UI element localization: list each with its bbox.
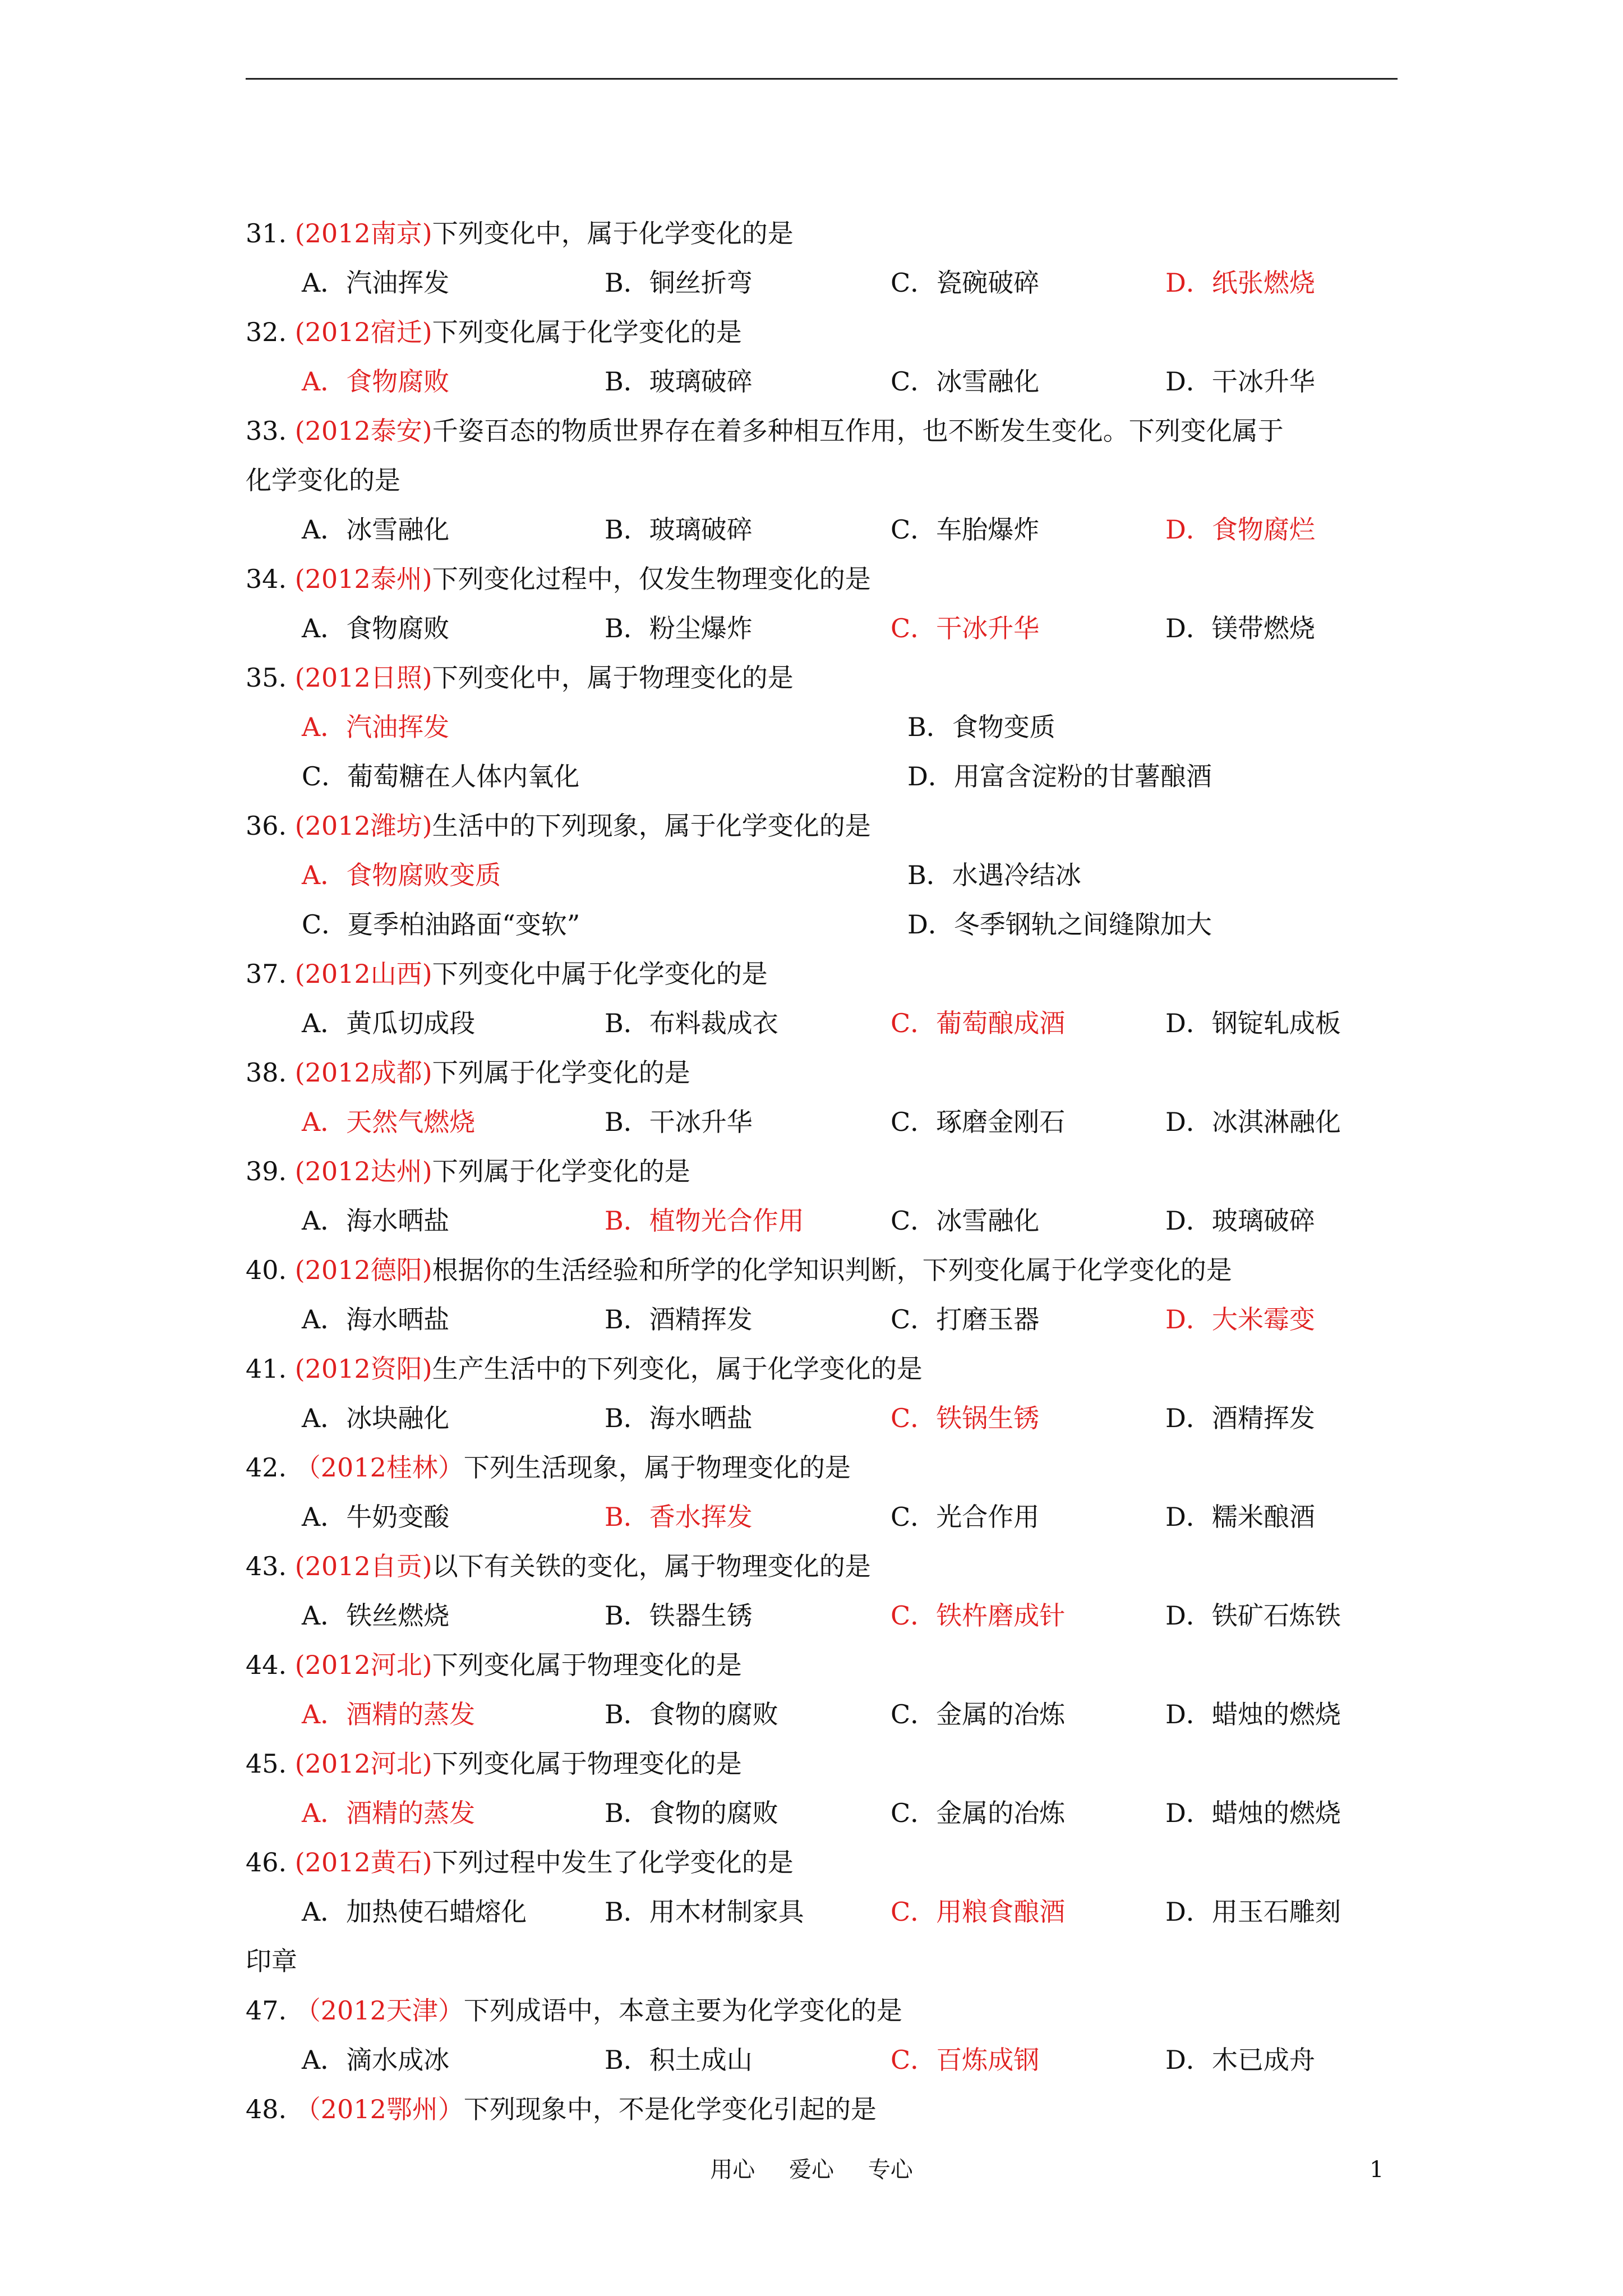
question-stem bbox=[246, 1739, 1412, 1788]
question-source: (2012德阳) bbox=[294, 1255, 432, 1285]
question-stem bbox=[246, 1245, 1412, 1295]
question-stem bbox=[246, 1986, 1412, 2035]
option: D．镁带燃烧 bbox=[1165, 613, 1315, 643]
question-number: 31. bbox=[246, 218, 287, 249]
option: B．食物的腐败 bbox=[605, 1699, 778, 1729]
option: A．汽油挥发 bbox=[302, 268, 450, 298]
answer-option: A．酒精的蒸发 bbox=[302, 1798, 476, 1828]
option-row bbox=[246, 752, 1412, 801]
option-row bbox=[246, 505, 1412, 554]
option: D．蜡烛的燃烧 bbox=[1165, 1798, 1341, 1828]
option-row bbox=[246, 1097, 1412, 1147]
question-source: (2012潍坊) bbox=[294, 811, 432, 841]
question-text: 下列过程中发生了化学变化的是 bbox=[432, 1847, 794, 1878]
question-source: (2012宿迁) bbox=[294, 317, 432, 347]
option-row bbox=[246, 1591, 1412, 1640]
option: B．海水晒盐 bbox=[605, 1403, 753, 1433]
question-stem bbox=[246, 1048, 1412, 1097]
option-row bbox=[246, 604, 1412, 653]
question-number: 35. bbox=[246, 662, 287, 693]
question-stem bbox=[246, 209, 1412, 258]
question-stem bbox=[246, 406, 1412, 455]
footer-word: 专心 bbox=[868, 2157, 913, 2183]
answer-option: C．用粮食酿酒 bbox=[891, 1897, 1066, 1927]
question-text: 千姿百态的物质世界存在着多种相互作用，也不断发生变化。下列变化属于 bbox=[432, 416, 1284, 446]
option-row bbox=[246, 900, 1412, 949]
option-row bbox=[246, 1788, 1412, 1838]
question-text: 下列生活现象，属于物理变化的是 bbox=[463, 1452, 851, 1483]
option-row bbox=[246, 850, 1412, 900]
option-row bbox=[246, 1887, 1412, 1936]
option: D．木已成舟 bbox=[1165, 2045, 1315, 2075]
question-number: 33. bbox=[246, 416, 287, 446]
question-source: （2012桂林） bbox=[294, 1452, 464, 1483]
option: B．铁器生锈 bbox=[605, 1600, 753, 1631]
question-number: 32. bbox=[246, 317, 287, 347]
option: D．钢锭轧成板 bbox=[1165, 1008, 1341, 1038]
option: D．糯米酿酒 bbox=[1165, 1502, 1315, 1532]
question-number: 42. bbox=[246, 1452, 287, 1483]
option-row bbox=[246, 702, 1412, 752]
footer-word: 用心 bbox=[710, 2157, 755, 2183]
option-row bbox=[246, 1295, 1412, 1344]
question-stem bbox=[246, 1838, 1412, 1887]
question-source: （2012天津） bbox=[294, 1995, 464, 2026]
option-row bbox=[246, 999, 1412, 1048]
question-stem bbox=[246, 2085, 1412, 2134]
question-stem bbox=[246, 1640, 1412, 1690]
question-text: 下列属于化学变化的是 bbox=[432, 1057, 690, 1088]
question-number: 34. bbox=[246, 564, 287, 594]
question-text: 下列属于化学变化的是 bbox=[432, 1156, 690, 1186]
option: B．布料裁成衣 bbox=[605, 1008, 778, 1038]
option: D．蜡烛的燃烧 bbox=[1165, 1699, 1341, 1729]
question-number: 48. bbox=[246, 2094, 287, 2124]
answer-option: D．食物腐烂 bbox=[1165, 514, 1315, 545]
option-row bbox=[246, 357, 1412, 406]
question-stem bbox=[246, 307, 1412, 357]
question-text: 生活中的下列现象，属于化学变化的是 bbox=[432, 811, 871, 841]
option: B．玻璃破碎 bbox=[605, 514, 753, 545]
option: C．瓷碗破碎 bbox=[891, 268, 1040, 298]
option: B．食物变质 bbox=[907, 712, 1055, 742]
question-text-continued: 化学变化的是 bbox=[246, 465, 400, 495]
question-number: 36. bbox=[246, 811, 287, 841]
option: D．冰淇淋融化 bbox=[1165, 1107, 1341, 1137]
option: B．干冰升华 bbox=[605, 1107, 753, 1137]
option: A．海水晒盐 bbox=[302, 1304, 450, 1335]
question-stem bbox=[246, 554, 1412, 604]
option: B．粉尘爆炸 bbox=[605, 613, 753, 643]
question-source: (2012山西) bbox=[294, 959, 432, 989]
question-text: 下列成语中，本意主要为化学变化的是 bbox=[463, 1995, 902, 2026]
question-number: 44. bbox=[246, 1650, 287, 1680]
answer-option: A．天然气燃烧 bbox=[302, 1107, 476, 1137]
question-number: 45. bbox=[246, 1749, 287, 1779]
question-source: （2012鄂州） bbox=[294, 2094, 464, 2124]
question-text: 下列变化属于物理变化的是 bbox=[432, 1650, 742, 1680]
option: B．水遇冷结冰 bbox=[907, 860, 1081, 890]
option: B．用木材制家具 bbox=[605, 1897, 804, 1927]
option-row bbox=[246, 1492, 1412, 1542]
question-text: 下列变化中，属于化学变化的是 bbox=[432, 218, 794, 249]
answer-option: C．干冰升华 bbox=[891, 613, 1040, 643]
question-text: 下列变化过程中，仅发生物理变化的是 bbox=[432, 564, 871, 594]
option: A．黄瓜切成段 bbox=[302, 1008, 476, 1038]
option: A．食物腐败 bbox=[302, 613, 450, 643]
option: B．食物的腐败 bbox=[605, 1798, 778, 1828]
question-number: 37. bbox=[246, 959, 287, 989]
option: C．冰雪融化 bbox=[891, 366, 1040, 397]
option: D．干冰升华 bbox=[1165, 366, 1315, 397]
option: C．琢磨金刚石 bbox=[891, 1107, 1066, 1137]
answer-option: C．葡萄酿成酒 bbox=[891, 1008, 1066, 1038]
question-source: (2012泰州) bbox=[294, 564, 432, 594]
question-number: 43. bbox=[246, 1551, 287, 1581]
answer-option: B．香水挥发 bbox=[605, 1502, 753, 1532]
question-text: 下列变化中属于化学变化的是 bbox=[432, 959, 768, 989]
question-stem bbox=[246, 653, 1412, 702]
question-source: (2012日照) bbox=[294, 662, 432, 693]
question-text: 生产生活中的下列变化，属于化学变化的是 bbox=[432, 1354, 923, 1384]
option-row bbox=[246, 1393, 1412, 1443]
question-text: 下列变化属于物理变化的是 bbox=[432, 1749, 742, 1779]
question-number: 46. bbox=[246, 1847, 287, 1878]
question-text: 下列变化属于化学变化的是 bbox=[432, 317, 742, 347]
option: A．冰雪融化 bbox=[302, 514, 450, 545]
question-list bbox=[246, 209, 1412, 2134]
answer-option: B．植物光合作用 bbox=[605, 1205, 804, 1236]
option: B．酒精挥发 bbox=[605, 1304, 753, 1335]
option: A．海水晒盐 bbox=[302, 1205, 450, 1236]
question-stem bbox=[246, 1147, 1412, 1196]
answer-option: A．汽油挥发 bbox=[302, 712, 450, 742]
question-text: 以下有关铁的变化，属于物理变化的是 bbox=[432, 1551, 871, 1581]
option: D．铁矿石炼铁 bbox=[1165, 1600, 1341, 1631]
answer-option: C．百炼成钢 bbox=[891, 2045, 1040, 2075]
question-text: 根据你的生活经验和所学的化学知识判断，下列变化属于化学变化的是 bbox=[432, 1255, 1232, 1285]
option: A．加热使石蜡熔化 bbox=[302, 1897, 527, 1927]
question-stem bbox=[246, 1344, 1412, 1393]
option: B．玻璃破碎 bbox=[605, 366, 753, 397]
question-number: 38. bbox=[246, 1057, 287, 1088]
option: A．牛奶变酸 bbox=[302, 1502, 450, 1532]
question-source: (2012资阳) bbox=[294, 1354, 432, 1384]
option: D．酒精挥发 bbox=[1165, 1403, 1315, 1433]
option: A．冰块融化 bbox=[302, 1403, 450, 1433]
option: A．滴水成冰 bbox=[302, 2045, 450, 2075]
answer-option: C．铁杵磨成针 bbox=[891, 1600, 1066, 1631]
answer-option: D．大米霉变 bbox=[1165, 1304, 1315, 1335]
option: D．玻璃破碎 bbox=[1165, 1205, 1315, 1236]
option: D．用玉石雕刻 bbox=[1165, 1897, 1341, 1927]
option-row bbox=[246, 1690, 1412, 1739]
header-rule bbox=[246, 78, 1398, 80]
footer-word: 爱心 bbox=[789, 2157, 834, 2183]
answer-option: A．食物腐败变质 bbox=[302, 860, 501, 890]
option: C．车胎爆炸 bbox=[891, 514, 1040, 545]
question-number: 41. bbox=[246, 1354, 287, 1384]
question-source: (2012河北) bbox=[294, 1749, 432, 1779]
question-number: 39. bbox=[246, 1156, 287, 1186]
option: C．金属的冶炼 bbox=[891, 1798, 1066, 1828]
question-number: 40. bbox=[246, 1255, 287, 1285]
question-text: 下列变化中，属于物理变化的是 bbox=[432, 662, 794, 693]
option-continued: 印章 bbox=[246, 1946, 297, 1976]
option: A．铁丝燃烧 bbox=[302, 1600, 450, 1631]
question-text: 下列现象中，不是化学变化引起的是 bbox=[463, 2094, 877, 2124]
question-source: (2012达州) bbox=[294, 1156, 432, 1186]
option: C．打磨玉器 bbox=[891, 1304, 1040, 1335]
answer-option: C．铁锅生锈 bbox=[891, 1403, 1040, 1433]
question-number: 47. bbox=[246, 1995, 287, 2026]
page-number: 1 bbox=[1370, 2157, 1384, 2183]
answer-option: A．食物腐败 bbox=[302, 366, 450, 397]
answer-option: A．酒精的蒸发 bbox=[302, 1699, 476, 1729]
option-row bbox=[246, 1196, 1412, 1245]
option-row bbox=[246, 2035, 1412, 2085]
question-stem bbox=[246, 801, 1412, 850]
question-stem bbox=[246, 1542, 1412, 1591]
option: B．积土成山 bbox=[605, 2045, 753, 2075]
question-stem bbox=[246, 1443, 1412, 1492]
question-source: (2012南京) bbox=[294, 218, 432, 249]
option: C．葡萄糖在人体内氧化 bbox=[302, 761, 580, 792]
option: C．夏季柏油路面“变软” bbox=[302, 909, 580, 940]
question-stem bbox=[246, 949, 1412, 999]
option: C．冰雪融化 bbox=[891, 1205, 1040, 1236]
option: C．金属的冶炼 bbox=[891, 1699, 1066, 1729]
question-source: (2012自贡) bbox=[294, 1551, 432, 1581]
option: D．用富含淀粉的甘薯酿酒 bbox=[907, 761, 1212, 792]
option: C．光合作用 bbox=[891, 1502, 1040, 1532]
answer-option: D．纸张燃烧 bbox=[1165, 268, 1315, 298]
question-source: (2012河北) bbox=[294, 1650, 432, 1680]
option-row bbox=[246, 258, 1412, 307]
question-source: (2012泰安) bbox=[294, 416, 432, 446]
option: B．铜丝折弯 bbox=[605, 268, 753, 298]
question-source: (2012成都) bbox=[294, 1057, 432, 1088]
option: D．冬季钢轨之间缝隙加大 bbox=[907, 909, 1212, 940]
question-source: (2012黄石) bbox=[294, 1847, 432, 1878]
